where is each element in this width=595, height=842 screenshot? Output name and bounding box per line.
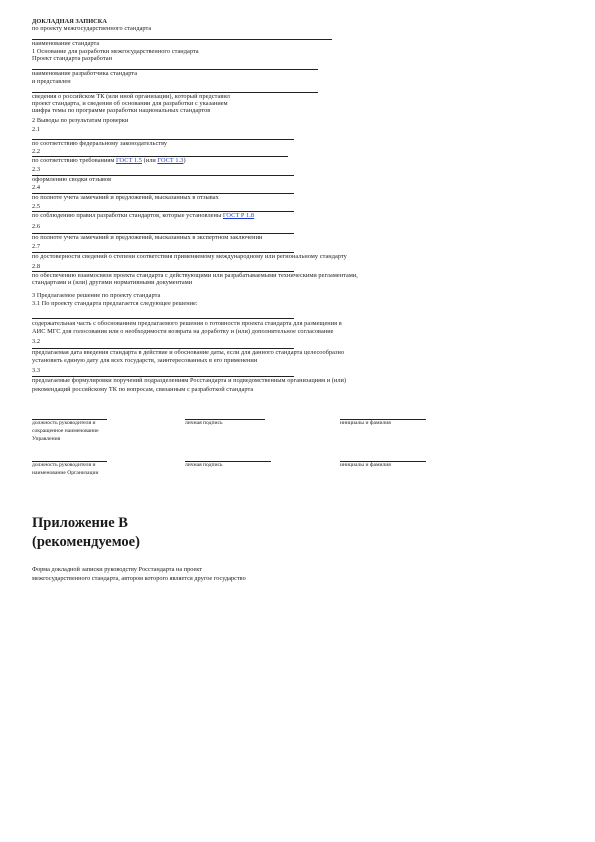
gost-r-1-8-link[interactable]: ГОСТ Р 1.8 xyxy=(222,212,255,219)
field-caption: по достоверности сведений о степени соответствия применяемому международному или региональному стандарту xyxy=(32,253,347,260)
caption-text: (или xyxy=(142,157,158,164)
item-number: 2.8 xyxy=(32,263,41,270)
item-number: 2.5 xyxy=(32,203,41,210)
field-caption: проект стандарта, и сведения об основании для разработки с указанием xyxy=(32,100,228,107)
item-number: 3.3 xyxy=(32,367,41,374)
item-number: 2.6 xyxy=(32,223,41,230)
caption-text: по соблюдению правил разработки стандартов, которые установлены xyxy=(32,212,223,219)
item-number: 2.4 xyxy=(32,184,41,191)
field-caption: шифра темы по программе разработки национальных стандартов xyxy=(32,107,211,114)
memo-title: ДОКЛАДНАЯ ЗАПИСКА xyxy=(32,18,107,25)
appendix-heading: Приложение В xyxy=(32,515,128,531)
appendix-description: Форма докладной записки руководству Росстандарта на проект xyxy=(32,566,202,573)
item-number: 2.2 xyxy=(32,148,41,155)
field-caption xyxy=(32,212,254,219)
section-heading: 2 Выводы по результатам проверки xyxy=(32,117,129,124)
appendix-subheading: (рекомендуемое) xyxy=(32,534,140,550)
memo-line: и представлен xyxy=(32,78,71,85)
signature-caption: должность руководителя и xyxy=(32,462,96,468)
item-number: 2.7 xyxy=(32,243,41,250)
signature-caption: личная подпись xyxy=(185,462,223,468)
field-caption: предлагаемые формулировки поручений подразделениям Росстандарта и подведомственным организациям и (или) xyxy=(32,377,347,384)
memo-line: по проекту межгосударственного стандарта xyxy=(32,25,152,32)
item-number: 2.3 xyxy=(32,166,41,173)
appendix-description: межгосударственного стандарта, автором которого является другое государство xyxy=(32,575,246,582)
field-caption: установить единую дату для всех государств, заинтересованных в его применении xyxy=(32,357,258,364)
field-caption: оформлению сводки отзывов xyxy=(32,176,112,183)
field-caption: сведения о российском ТК (или иной организации), который представил xyxy=(32,93,230,100)
field-caption: по соответствию федеральному законодательству xyxy=(32,140,168,147)
field-caption: по полноте учета замечаний и предложений, высказанных в отзывах xyxy=(32,194,219,201)
underline xyxy=(32,318,294,319)
item-number: 2.1 xyxy=(32,126,41,133)
section-heading: 3 Предлагаемое решение по проекту стандарта xyxy=(32,292,161,299)
memo-line: 3.1 По проекту стандарта предлагается следующее решение: xyxy=(32,300,198,307)
section-heading: 1 Основание для разработки межгосударственного стандарта xyxy=(32,48,199,55)
signature-caption: Управления xyxy=(32,436,61,442)
field-caption: предлагаемая дата введения стандарта в действие и обоснование даты, если для данного стандарта целесообразно xyxy=(32,349,345,356)
caption-text: по соответствию требованиям xyxy=(32,157,116,164)
field-caption: содержательная часть с обоснованием предлагаемого решения о готовности проекта стандарта для размещения в xyxy=(32,320,342,327)
field-caption: АИС МГС для голосования или о необходимости возврата на доработку и (или) дополнительное согласование xyxy=(32,328,334,335)
field-caption: рекомендаций российскому ТК по вопросам, связанным с разработкой стандарта xyxy=(32,386,254,393)
memo-line: Проект стандарта разработан xyxy=(32,55,113,62)
field-caption: по полноте учета замечаний и предложений, высказанных в экспертном заключении xyxy=(32,234,263,241)
signature-caption: сокращенное наименование xyxy=(32,428,99,434)
gost-1-5-link[interactable]: ГОСТ 1.5 xyxy=(116,157,142,164)
field-caption: стандартами и (или) другими нормативными документами xyxy=(32,279,193,286)
field-caption: наименование разработчика стандарта xyxy=(32,70,138,77)
signature-caption: должность руководителя и xyxy=(32,420,96,426)
signature-caption: инициалы и фамилия xyxy=(340,420,391,426)
field-caption: по обеспечению взаимосвязи проекта стандарта с действующими или разрабатываемыми техническими регламентами, xyxy=(32,272,358,279)
field-caption xyxy=(32,157,186,164)
field-caption: наименование стандарта xyxy=(32,40,100,47)
caption-text: ) xyxy=(183,157,186,164)
signature-caption: инициалы и фамилия xyxy=(340,462,391,468)
item-number: 3.2 xyxy=(32,338,41,345)
signature-caption: личная подпись xyxy=(185,420,223,426)
gost-1-3-link[interactable]: ГОСТ 1.3 xyxy=(157,157,184,164)
signature-caption: наименование Организации xyxy=(32,470,99,476)
